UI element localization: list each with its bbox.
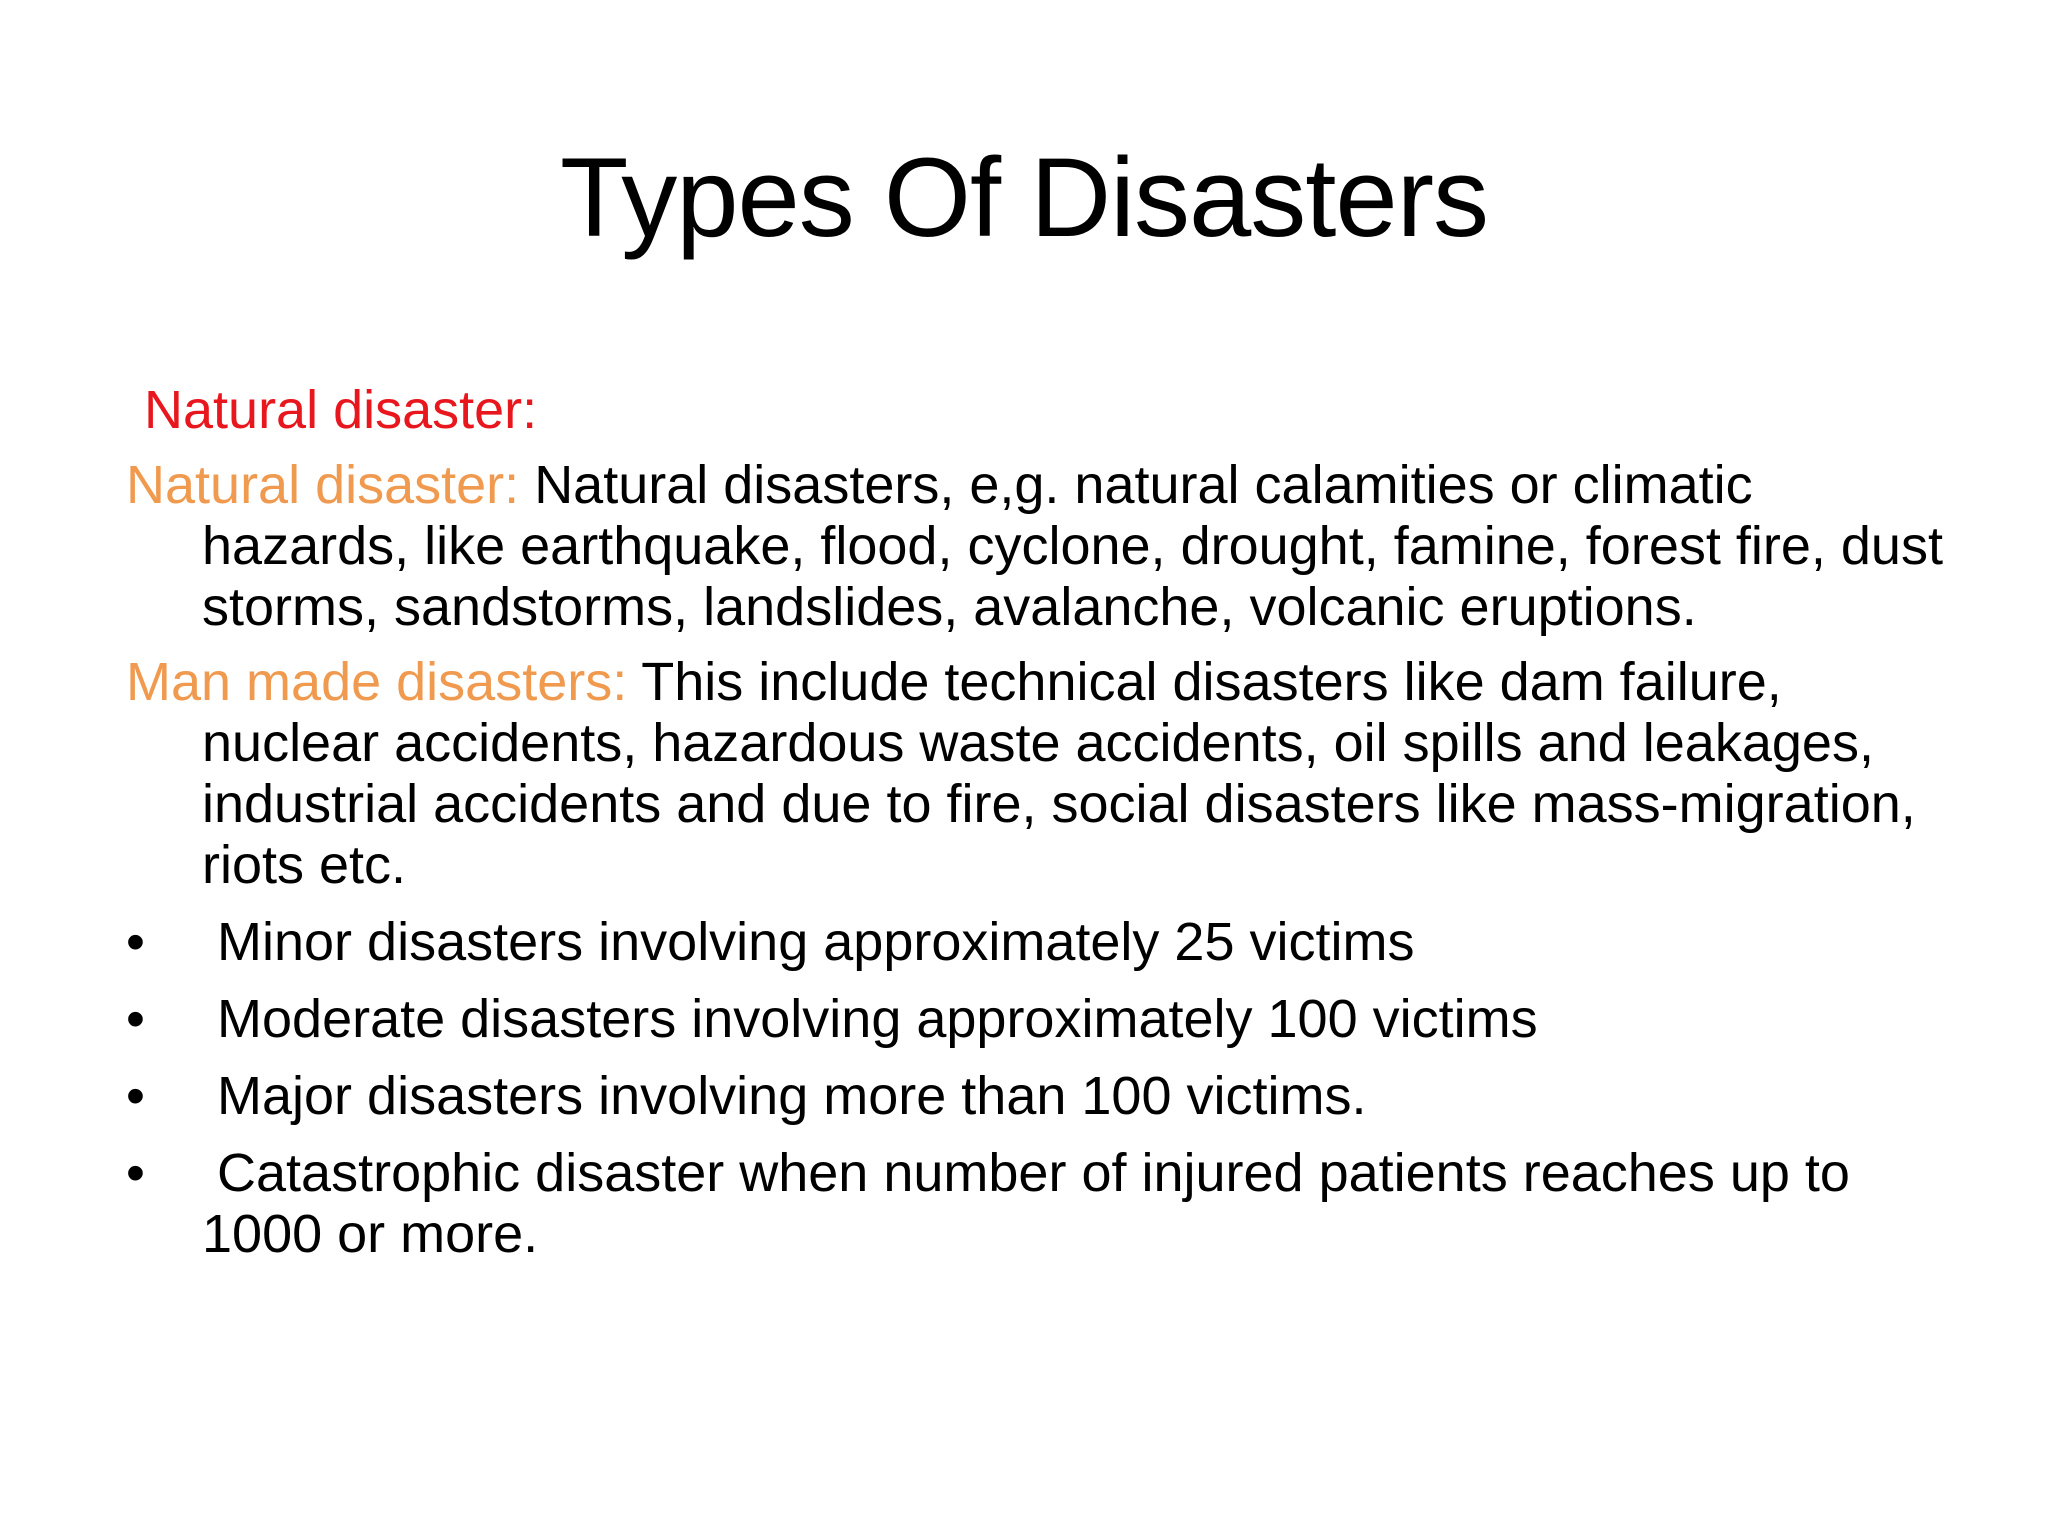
paragraph-text: This include technical disasters like dam failure, nuclear accidents, hazardous waste accidents, oil spills and leakages, industrial accidents and due to fire, social disasters like mass-migration, riots etc. — [202, 652, 1916, 895]
bullet-icon: • — [126, 912, 145, 972]
bullet-icon: • — [126, 1143, 145, 1203]
paragraph-natural-disaster — [126, 455, 1946, 638]
bullet-icon: • — [126, 1066, 145, 1126]
list-item — [126, 1066, 1946, 1127]
bullet-text: Moderate disasters involving approximately 100 victims — [217, 989, 1538, 1049]
list-item — [126, 912, 1946, 973]
bullet-text: Major disasters involving more than 100 victims. — [217, 1066, 1367, 1126]
paragraph-text: Natural disasters, e,g. natural calamities or climatic hazards, like earthquake, flood, cyclone, drought, famine, forest fire, dust storms, sandstorms, landslides, avalanche, volcanic eruptions. — [202, 455, 1943, 637]
bullet-text: Minor disasters involving approximately 25 victims — [217, 912, 1415, 972]
list-item — [126, 1143, 1946, 1265]
slide-title: Types Of Disasters — [559, 135, 1489, 260]
paragraph-label: Natural disaster: — [126, 455, 520, 515]
slide-body — [126, 380, 1946, 1281]
bullet-list — [126, 912, 1946, 1265]
bullet-icon: • — [126, 989, 145, 1049]
list-item — [126, 989, 1946, 1050]
bullet-text: Catastrophic disaster when number of injured patients reaches up to 1000 or more. — [202, 1143, 1850, 1264]
section-heading: Natural disaster: — [144, 380, 538, 440]
paragraph-man-made-disasters — [126, 652, 1946, 896]
paragraph-label: Man made disasters: — [126, 652, 628, 712]
